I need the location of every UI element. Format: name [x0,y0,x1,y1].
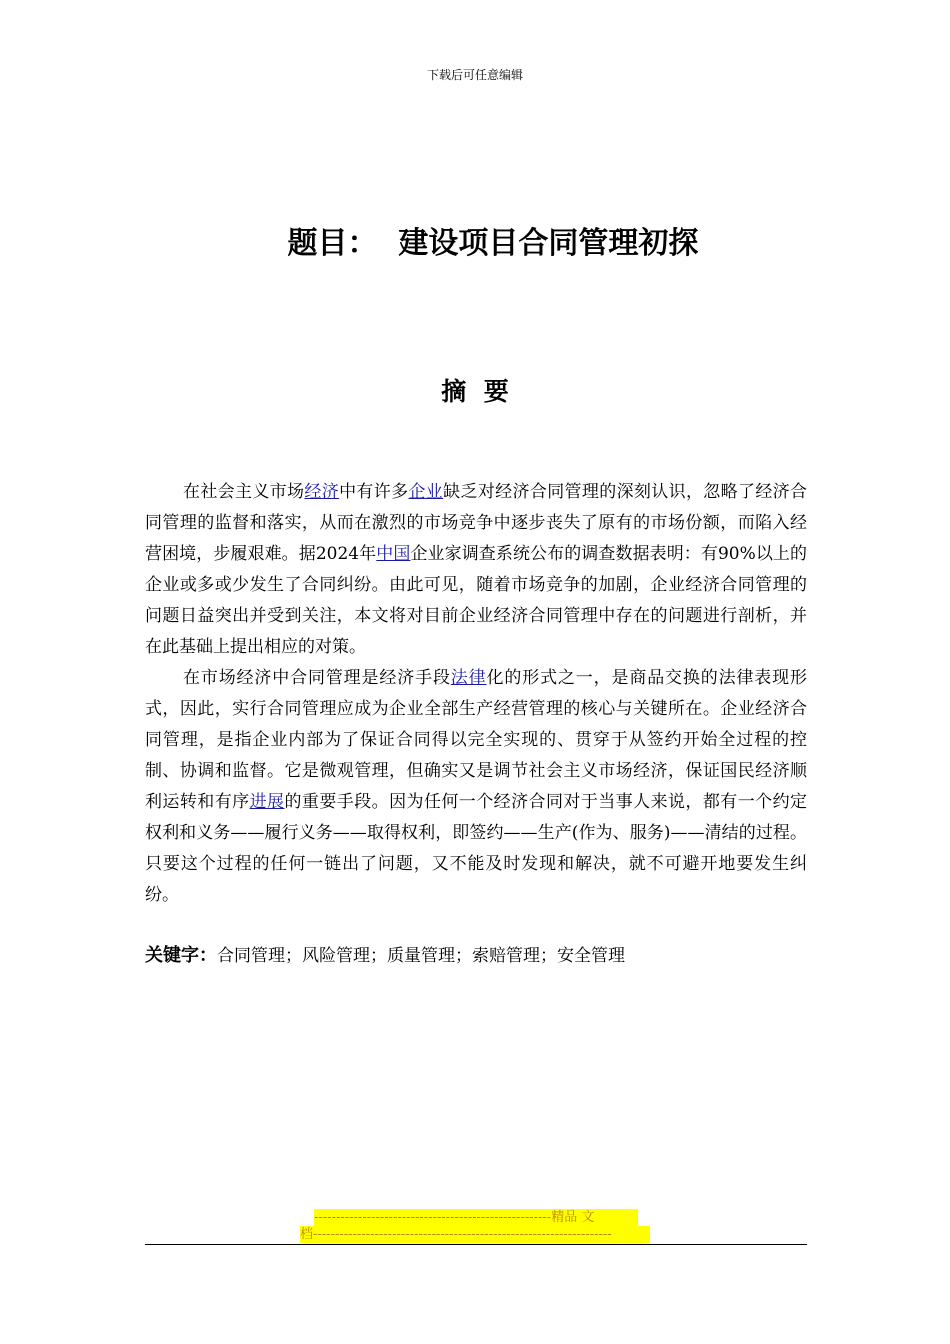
text-run: 企业家调查系统公布的调查数据表明：有90%以上的企业或多或少发生了合同纠纷。由此可见，随着市场竞争的加剧，企业经济合同管理的问题日益突出并受到关注，本文将对目前企业经济合同管理中存在的问题进行剖析，并在此基础上提出相应的对策。 [145,544,807,657]
link-progress[interactable]: 进展 [249,792,285,812]
footer-watermark-line-1: ------------------------------------------------------精品 文 [314,1209,638,1226]
header-note: 下载后可任意编辑 [426,68,523,82]
link-law[interactable]: 法律 [450,668,487,688]
keywords-label: 关键字： [145,945,217,966]
text-run: 缺乏对经济合同管理的深刻认识，忽略了经济合同管理的监督和落实，从而在激烈的市场竞争中逐步丧失了原有的市场份额，而陷入经营困境，步履艰难。据2024年 [145,482,808,564]
text-run: 在社会主义市场 [183,482,305,502]
text-run: 中有许多 [339,482,409,502]
text-run: 的重要手段。因为任何一个经济合同对于当事人来说，都有一个约定权利和义务——履行义务——取得权利，即签约——生产(作为、服务)——清结的过程。只要这个过程的任何一链出了问题，又不能及时发现和解决，就不可避开地要发生纠纷。 [145,792,808,905]
footer-divider [145,1244,807,1245]
abstract-heading: 摘 要 [441,377,509,406]
link-china[interactable]: 中国 [376,544,411,564]
footer-watermark-line-2: 档-------------------------------------------------------------------- [300,1226,650,1243]
text-run: 化的形式之一，是商品交换的法律表现形式，因此，实行合同管理应成为企业全部生产经营管理的核心与关键所在。企业经济合同管理，是指企业内部为了保证合同得以完全实现的、贯穿于从签约开始全过程的控制、协调和监督。它是微观管理，但确实又是调节社会主义市场经济，保证国民经济顺利运转和有序 [145,668,808,812]
text-run: 在市场经济中合同管理是经济手段 [183,668,451,688]
footer-watermark [300,1209,652,1243]
keywords-value: 合同管理；风险管理；质量管理；索赔管理；安全管理 [217,946,625,966]
keywords-line [145,940,807,972]
link-economy[interactable]: 经济 [304,482,340,502]
abstract-paragraph-1 [145,477,807,663]
document-title: 题目： 建设项目合同管理初探 [287,226,699,261]
abstract-body [145,477,807,911]
link-enterprise[interactable]: 企业 [408,482,444,502]
abstract-paragraph-2 [145,663,807,911]
